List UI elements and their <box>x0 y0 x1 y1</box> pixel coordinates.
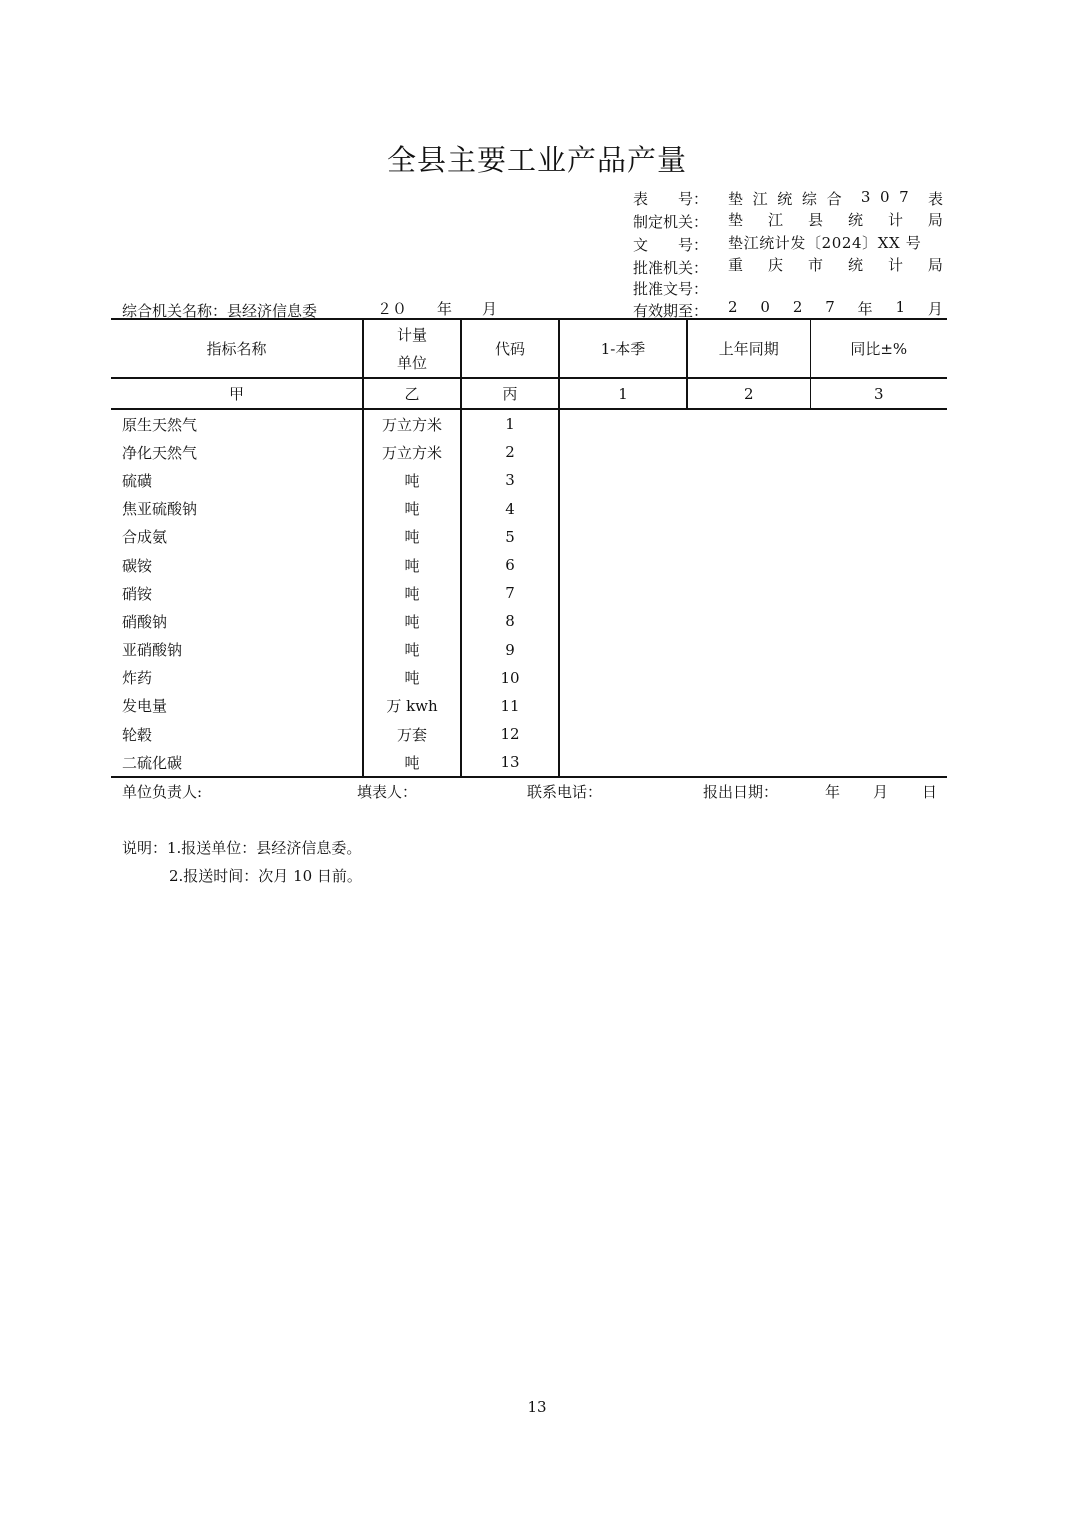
form-no-label: 表 号： <box>633 190 709 208</box>
meta-char: 计 <box>887 256 903 274</box>
row-name: 硝铵 <box>122 584 153 603</box>
row-unit: 吨 <box>363 466 461 494</box>
row-last-year[interactable] <box>687 523 810 551</box>
meta-char: 垫 <box>728 190 744 208</box>
row-current-quarter[interactable] <box>559 664 687 692</box>
table-row <box>111 692 947 720</box>
table-row <box>111 748 947 777</box>
row-name: 发电量 <box>122 697 168 716</box>
table-row <box>111 664 947 692</box>
form-no-value <box>728 188 943 209</box>
row-name: 净化天然气 <box>122 443 198 462</box>
meta-char: 0 <box>760 298 770 316</box>
meta-char: 统 <box>847 211 863 229</box>
row-current-quarter[interactable] <box>559 551 687 579</box>
row-current-quarter[interactable] <box>559 579 687 607</box>
row-current-quarter[interactable] <box>559 607 687 635</box>
header-code: 代码 <box>461 319 559 378</box>
header-unit-line2: 单位 <box>396 353 427 372</box>
row-yoy[interactable] <box>810 409 947 438</box>
meta-char: 江 <box>767 211 783 229</box>
meta-char: 7 <box>899 188 909 206</box>
row-last-year[interactable] <box>687 495 810 523</box>
issuer-label: 制定机关： <box>633 213 709 231</box>
row-last-year[interactable] <box>687 579 810 607</box>
meta-char: 1 <box>895 298 906 316</box>
meta-char: 江 <box>752 190 768 208</box>
table-row <box>111 551 947 579</box>
row-code: 7 <box>461 579 559 607</box>
row-name: 硫磺 <box>122 471 153 490</box>
row-unit: 吨 <box>363 607 461 635</box>
note-line-2: 2.报送时间：次月 10 日前。 <box>169 867 362 885</box>
row-yoy[interactable] <box>810 636 947 664</box>
approver-value <box>728 254 943 275</box>
footer-month: 月 <box>873 783 889 801</box>
row-current-quarter[interactable] <box>559 636 687 664</box>
meta-char: 局 <box>927 256 943 274</box>
row-code: 2 <box>461 438 559 466</box>
header-last-year: 上年同期 <box>687 319 810 378</box>
row-name: 炸药 <box>122 669 153 688</box>
footer-date-label: 报出日期： <box>703 783 779 801</box>
header-current-quarter: 1-本季 <box>559 319 687 378</box>
row-current-quarter[interactable] <box>559 692 687 720</box>
row-yoy[interactable] <box>810 720 947 748</box>
footer-phone: 联系电话： <box>527 783 603 801</box>
footer-filler: 填表人： <box>357 783 418 801</box>
row-current-quarter[interactable] <box>559 748 687 777</box>
valid-until-value <box>728 298 943 319</box>
row-name: 原生天然气 <box>122 415 198 434</box>
row-code: 1 <box>461 409 559 438</box>
approval-no-label: 批准文号： <box>633 280 709 298</box>
row-last-year[interactable] <box>687 636 810 664</box>
row-last-year[interactable] <box>687 692 810 720</box>
note-line-1: 说明：1.报送单位：县经济信息委。 <box>122 839 362 857</box>
row-code: 12 <box>461 720 559 748</box>
table-row <box>111 438 947 466</box>
subheader-unit: 乙 <box>363 378 461 409</box>
subheader-col1: 1 <box>559 378 687 409</box>
issuer-value <box>728 209 943 230</box>
row-yoy[interactable] <box>810 579 947 607</box>
subheader-name: 甲 <box>111 378 363 409</box>
row-unit: 吨 <box>363 748 461 777</box>
row-name: 二硫化碳 <box>111 748 363 777</box>
row-yoy[interactable] <box>810 748 947 777</box>
meta-char: 月 <box>927 300 943 318</box>
row-code: 5 <box>461 523 559 551</box>
subheader-col3: 3 <box>810 378 947 409</box>
row-code: 11 <box>461 692 559 720</box>
meta-char: 3 <box>860 188 871 206</box>
table-row <box>111 466 947 494</box>
meta-char: 局 <box>927 211 943 229</box>
header-yoy: 同比±% <box>810 319 947 378</box>
row-name: 合成氨 <box>122 528 168 547</box>
valid-until-label: 有效期至： <box>633 302 709 320</box>
row-yoy[interactable] <box>810 607 947 635</box>
meta-char: 综 <box>801 190 817 208</box>
meta-char: 县 <box>807 211 823 229</box>
meta-char: 表 <box>927 190 943 208</box>
row-yoy[interactable] <box>810 551 947 579</box>
header-unit <box>363 319 461 378</box>
row-code: 9 <box>461 636 559 664</box>
row-yoy[interactable] <box>810 692 947 720</box>
meta-char: 合 <box>826 190 842 208</box>
meta-char: 庆 <box>767 256 783 274</box>
meta-char: 计 <box>887 211 903 229</box>
row-yoy[interactable] <box>810 438 947 466</box>
row-name: 碳铵 <box>122 556 153 575</box>
row-current-quarter[interactable] <box>559 523 687 551</box>
table-row <box>111 720 947 748</box>
row-code: 13 <box>461 748 559 777</box>
row-yoy[interactable] <box>810 466 947 494</box>
subheader-code: 丙 <box>461 378 559 409</box>
row-last-year[interactable] <box>687 664 810 692</box>
page-title: 全县主要工业产品产量 <box>386 143 687 177</box>
row-yoy[interactable] <box>810 664 947 692</box>
row-yoy[interactable] <box>810 523 947 551</box>
row-name: 轮毂 <box>122 725 153 744</box>
row-last-year[interactable] <box>687 551 810 579</box>
table-row <box>111 495 947 523</box>
table-row <box>111 523 947 551</box>
row-last-year[interactable] <box>687 748 810 777</box>
row-unit: 吨 <box>363 551 461 579</box>
footer-head: 单位负责人: <box>122 783 203 801</box>
row-last-year[interactable] <box>687 409 810 438</box>
table-row <box>111 636 947 664</box>
row-name: 亚硝酸钠 <box>122 641 183 660</box>
row-unit: 吨 <box>363 664 461 692</box>
agency-label: 综合机关名称：县经济信息委 <box>122 302 318 320</box>
table-row <box>111 409 947 438</box>
row-unit: 吨 <box>363 495 461 523</box>
row-last-year[interactable] <box>687 607 810 635</box>
row-code: 10 <box>461 664 559 692</box>
report-period: ２０ 年 月 <box>377 300 498 318</box>
row-unit: 万套 <box>363 720 461 748</box>
meta-char: 市 <box>807 256 823 274</box>
row-last-year[interactable] <box>687 438 810 466</box>
table-row <box>111 579 947 607</box>
row-last-year[interactable] <box>687 466 810 494</box>
row-code: 4 <box>461 495 559 523</box>
table-row <box>111 607 947 635</box>
row-current-quarter[interactable] <box>559 409 687 438</box>
product-output-table <box>111 318 947 778</box>
row-unit: 万立方米 <box>363 438 461 466</box>
row-code: 6 <box>461 551 559 579</box>
row-current-quarter[interactable] <box>559 466 687 494</box>
row-unit: 吨 <box>363 636 461 664</box>
doc-no-value: 垫江统计发〔2024〕XX 号 <box>728 234 922 252</box>
approver-label: 批准机关： <box>633 259 709 277</box>
row-code: 8 <box>461 607 559 635</box>
meta-char: 2 <box>792 298 803 316</box>
row-current-quarter[interactable] <box>559 720 687 748</box>
row-name: 焦亚硫酸钠 <box>122 500 198 519</box>
page-number: 13 <box>527 1398 547 1416</box>
row-name: 硝酸钠 <box>122 612 168 631</box>
meta-char: 2 <box>728 298 738 316</box>
row-unit: 万立方米 <box>363 409 461 438</box>
meta-char: 0 <box>880 188 890 206</box>
meta-char: 垫 <box>728 211 744 229</box>
meta-char: 年 <box>857 300 873 318</box>
row-unit: 万 kwh <box>363 692 461 720</box>
row-last-year[interactable] <box>687 720 810 748</box>
meta-char: 7 <box>825 298 835 316</box>
row-yoy[interactable] <box>810 495 947 523</box>
meta-char: 重 <box>728 256 744 274</box>
header-unit-line1: 计量 <box>396 325 427 344</box>
footer-year: 年 <box>825 783 841 801</box>
meta-char: 统 <box>847 256 863 274</box>
row-current-quarter[interactable] <box>559 438 687 466</box>
row-unit: 吨 <box>363 523 461 551</box>
header-indicator-name: 指标名称 <box>111 319 363 378</box>
row-current-quarter[interactable] <box>559 495 687 523</box>
meta-char: 统 <box>777 190 793 208</box>
subheader-col2: 2 <box>687 378 810 409</box>
footer-day: 日 <box>922 783 938 801</box>
doc-no-label: 文 号： <box>633 236 709 254</box>
row-unit: 吨 <box>363 579 461 607</box>
row-code: 3 <box>461 466 559 494</box>
